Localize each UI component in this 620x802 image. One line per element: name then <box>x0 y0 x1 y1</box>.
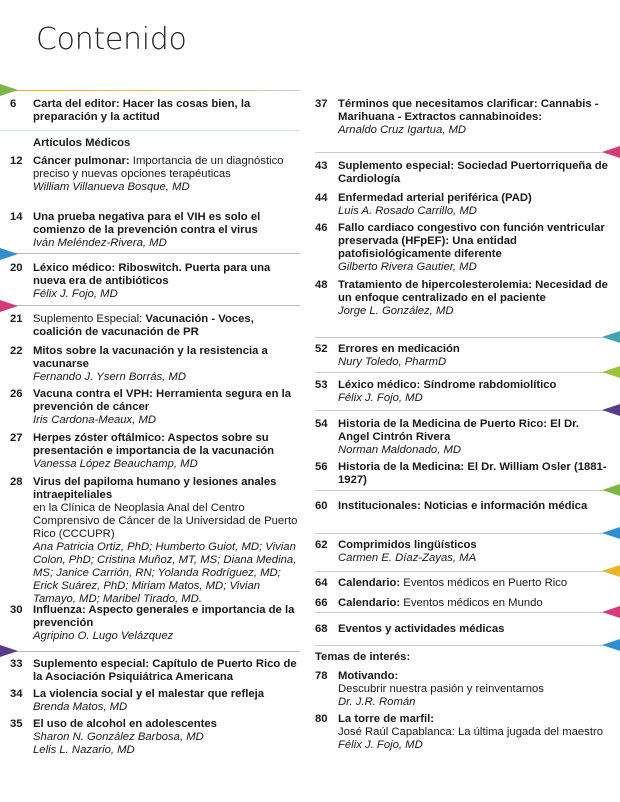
toc-entry[interactable] <box>315 160 611 186</box>
entry-author: Nury Toledo, PharmD <box>338 356 447 368</box>
entry-author: Carmen E. Díaz-Zayas, MA <box>338 552 477 564</box>
purple-triangle-icon <box>0 645 18 657</box>
separator-line <box>0 651 300 652</box>
toc-entry[interactable] <box>315 713 611 752</box>
entry-author: Lelis L. Nazario, MD <box>33 744 135 756</box>
page-number: 30 <box>10 604 23 616</box>
entry-title-rest: Vacunación - Voces, coalición de vacunación de PR <box>33 313 254 338</box>
entry-author: Brenda Matos, MD <box>33 701 128 713</box>
toc-entry[interactable] <box>10 432 300 471</box>
separator-line <box>315 410 620 411</box>
pink-triangle-icon <box>0 300 18 312</box>
entry-title: Enfermedad arterial periférica (PAD) <box>338 192 532 204</box>
entry-title: Tratamiento de hipercolesterolemia: Necesidad de un enfoque centralizado en el paciente <box>338 279 608 304</box>
page-number: 28 <box>10 476 23 488</box>
entry-title: El uso de alcohol en adolescentes <box>33 718 217 730</box>
entry-subtitle: Importancia de un diagnóstico preciso y nuevas opciones terapéuticas <box>33 155 284 180</box>
toc-entry[interactable] <box>10 688 300 714</box>
entry-title: Calendario: <box>338 577 401 589</box>
entry-author: Iris Cardona-Meaux, MD <box>33 414 157 426</box>
entry-subtitle: en la Clínica de Neoplasia Anal del Centro Comprensivo de Cáncer de la Universidad de Puerto Rico (CCCUPR) <box>33 502 298 540</box>
page-number: 43 <box>315 160 328 172</box>
entry-author: Arnaldo Cruz Igartua, MD <box>338 124 467 136</box>
page-number: 48 <box>315 279 328 291</box>
page-number: 12 <box>10 155 23 167</box>
page-number: 54 <box>315 418 328 430</box>
separator-line <box>315 372 620 373</box>
page-number: 22 <box>10 345 23 357</box>
entry-title: Una prueba negativa para el VIH es solo el comienzo de la prevención contra el virus <box>33 211 261 236</box>
entry-author: Norman Maldonado, MD <box>338 444 462 456</box>
page-number: 56 <box>315 461 328 473</box>
page-number: 14 <box>10 211 23 223</box>
entry-subtitle: Descubrir nuestra pasión y reinventarnos <box>338 683 544 695</box>
section-heading: Temas de interés: <box>315 651 411 663</box>
toc-entry[interactable] <box>10 98 300 124</box>
entry-subtitle: Eventos médicos en Mundo <box>400 597 543 609</box>
entry-title: Herpes zóster oftálmico: Aspectos sobre su presentación e importancia de la vacunación <box>33 432 275 457</box>
toc-entry[interactable] <box>315 461 611 487</box>
page-number: 66 <box>315 597 328 609</box>
page-number: 35 <box>10 718 23 730</box>
page-number: 27 <box>10 432 23 444</box>
toc-entry[interactable] <box>10 155 300 194</box>
separator-line <box>315 645 620 646</box>
toc-entry[interactable] <box>315 98 611 137</box>
entry-title: Cáncer pulmonar: <box>33 155 130 167</box>
entry-title: Suplemento especial: Capítulo de Puerto Rico de la Asociación Psiquiátrica Americana <box>33 658 297 683</box>
toc-entry[interactable] <box>315 577 611 590</box>
teal-triangle-icon <box>602 331 620 343</box>
entry-author: Dr. J.R. Román <box>338 696 416 708</box>
entry-author: William Villanueva Bosque, MD <box>33 181 190 193</box>
separator-line <box>315 571 620 572</box>
separator-line <box>0 305 300 306</box>
toc-entry[interactable] <box>10 388 300 427</box>
page-number: 6 <box>10 98 17 110</box>
entry-title: Influenza: Aspecto generales e importancia de la prevención <box>33 604 295 629</box>
page-number: 26 <box>10 388 23 400</box>
toc-entry[interactable] <box>10 718 300 757</box>
entry-author: Luis A. Rosado Carrillo, MD <box>338 205 477 217</box>
entry-author: Agripino O. Lugo Velázquez <box>33 630 174 642</box>
entry-title: Comprimidos lingüísticos <box>338 539 477 551</box>
toc-entry[interactable] <box>315 418 611 457</box>
green-triangle-icon <box>0 84 18 96</box>
page-number: 37 <box>315 98 328 110</box>
entry-author: Sharon N. González Barbosa, MD <box>33 731 204 743</box>
toc-entry[interactable] <box>10 313 300 339</box>
entry-author: Iván Meléndez-Rivera, MD <box>33 237 167 249</box>
entry-title: Virus del papiloma humano y lesiones anales intraepiteliales <box>33 476 277 501</box>
section-heading: Artículos Médicos <box>33 137 131 149</box>
toc-entry[interactable] <box>10 476 300 606</box>
entry-title: Errores en medicación <box>338 343 460 355</box>
separator-line <box>315 490 620 491</box>
page-number: 33 <box>10 658 23 670</box>
toc-entry[interactable] <box>315 500 611 513</box>
yellow-triangle-icon <box>602 565 620 577</box>
entry-author: Fernando J. Ysern Borrás, MD <box>33 371 186 383</box>
entry-author: Félix J. Fojo, MD <box>33 288 118 300</box>
toc-entry[interactable] <box>315 192 611 218</box>
page-number: 46 <box>315 222 328 234</box>
toc-entry[interactable] <box>10 345 300 384</box>
toc-entry[interactable] <box>315 670 611 709</box>
page-number: 68 <box>315 623 328 635</box>
page-number: 60 <box>315 500 328 512</box>
entry-author: Félix J. Fojo, MD <box>338 392 423 404</box>
entry-title: Motivando: <box>338 670 399 682</box>
entry-title: Mitos sobre la vacunación y la resistencia a vacunarse <box>33 345 268 370</box>
entry-title: Suplemento Especial: <box>33 313 143 325</box>
entry-subtitle: Eventos médicos en Puerto Rico <box>400 577 568 589</box>
entry-title: Historia de la Medicina de Puerto Rico: El Dr. Angel Cintrón Rivera <box>338 418 580 443</box>
entry-title: Vacuna contra el VPH: Herramienta segura en la prevención de cáncer <box>33 388 292 413</box>
entry-title: Historia de la Medicina: El Dr. William Osler (1881-1927) <box>338 461 607 486</box>
toc-entry[interactable] <box>10 658 300 684</box>
entry-title: La torre de marfil: <box>338 713 435 725</box>
separator-line <box>0 253 300 254</box>
entry-title: Calendario: <box>338 597 401 609</box>
separator-line <box>315 612 620 613</box>
page-number: 64 <box>315 577 328 589</box>
toc-entry[interactable] <box>10 604 300 643</box>
entry-author: Gilberto Rivera Gautier, MD <box>338 261 477 273</box>
toc-entry[interactable] <box>315 623 611 636</box>
page-number: 34 <box>10 688 23 700</box>
page-title: Contenido <box>36 22 187 57</box>
purple-triangle-icon <box>602 404 620 416</box>
toc-entry[interactable] <box>10 262 300 301</box>
toc-entry[interactable] <box>10 211 300 250</box>
toc-entry[interactable] <box>315 539 611 565</box>
page-number: 44 <box>315 192 328 204</box>
toc-entry[interactable] <box>315 597 611 610</box>
entry-title: Carta del editor: <box>33 98 120 110</box>
page-number: 21 <box>10 313 23 325</box>
separator-line <box>315 337 620 338</box>
blue-triangle-icon <box>602 527 620 539</box>
entry-title: Eventos y actividades médicas <box>338 623 505 635</box>
entry-title: Léxico médico: Síndrome rabdomiolítico <box>338 379 557 391</box>
pink-triangle-icon <box>602 146 620 158</box>
entry-title: La violencia social y el malestar que refleja <box>33 688 265 700</box>
entry-title: Léxico médico: Riboswitch. Puerta para una nueva era de antibióticos <box>33 262 271 287</box>
entry-title-rest: Hacer las cosas bien, la preparación y la actitud <box>33 98 251 123</box>
page-number: 20 <box>10 262 23 274</box>
separator-line <box>315 533 620 534</box>
page-number: 78 <box>315 670 328 682</box>
separator-line <box>0 130 300 131</box>
page-number: 62 <box>315 539 328 551</box>
entry-title: Términos que necesitamos clarificar: Cannabis - Marihuana - Extractos cannabinoides: <box>338 98 599 123</box>
entry-author: Jorge L. González, MD <box>338 305 454 317</box>
toc-entry[interactable] <box>315 279 611 318</box>
entry-title: Fallo cardiaco congestivo con función ventricular preservada (HFpEF): Una entidad patofisiológicamente diferente <box>338 222 605 260</box>
page-number: 53 <box>315 379 328 391</box>
page-number: 80 <box>315 713 328 725</box>
toc-entry[interactable] <box>315 379 611 405</box>
separator-line <box>315 152 620 153</box>
entry-author: Félix J. Fojo, MD <box>338 739 423 751</box>
toc-entry[interactable] <box>315 222 611 274</box>
entry-author: Vanessa López Beauchamp, MD <box>33 458 198 470</box>
entry-subtitle: José Raúl Capablanca: La última jugada del maestro <box>338 726 604 738</box>
toc-entry[interactable] <box>315 343 611 369</box>
blue-triangle-icon <box>602 639 620 651</box>
entry-title: Institucionales: Noticias e información médica <box>338 500 588 512</box>
page-number: 52 <box>315 343 328 355</box>
entry-title: Suplemento especial: Sociedad Puertorriqueña de Cardiología <box>338 160 608 185</box>
separator-line <box>0 90 300 91</box>
entry-author: Ana Patricia Ortiz, PhD; Humberto Guiot, MD; Vivian Colon, PhD; Cristina Muñoz, MT, MS; Diana Medina, MS; Janice Carrión, RN; Yolanda Rodríguez, MD; Erick Suárez, PhD; Miriam Matos, MD; Vivian Tamayo, MD; Maribel Tirado, MD. <box>33 541 297 605</box>
